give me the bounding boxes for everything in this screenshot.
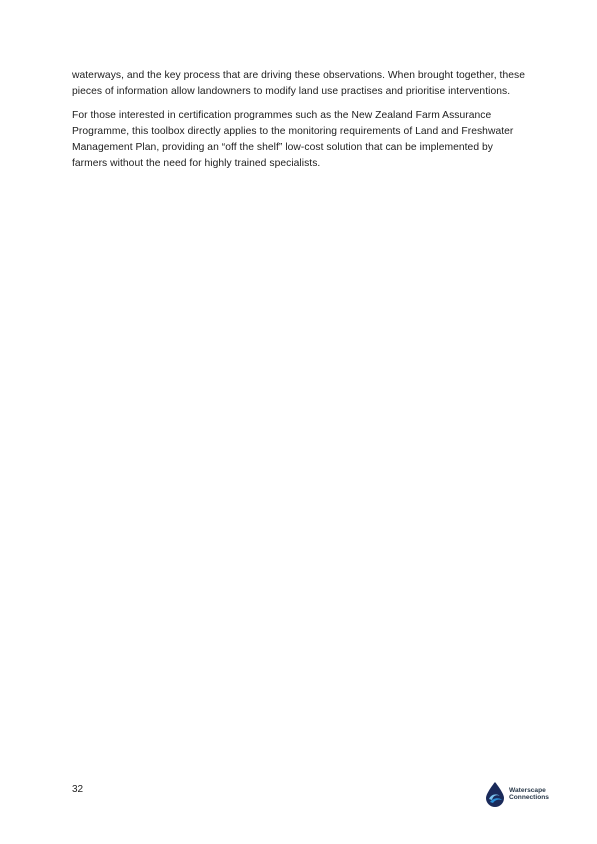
- waterscape-logo: [484, 780, 564, 808]
- water-drop-wave-icon: [484, 781, 506, 807]
- page-number: 32: [72, 784, 84, 795]
- logo-line-2: Connections: [509, 794, 549, 801]
- logo-wordmark: [509, 787, 549, 802]
- paragraph-1: waterways, and the key process that are driving these observations. When brought together, these pieces of information allow landowners to modify land use practises and prioritise interventions.: [72, 70, 525, 97]
- paragraph-2: For those interested in certification programmes such as the New Zealand Farm Assurance Programme, this toolbox directly applies to the monitoring requirements of Land and Freshwater Management Plan, providing an “off the shelf” low-cost solution that can be implemented by farmers without the need for highly trained specialists.: [72, 110, 514, 169]
- body-text: [72, 68, 530, 180]
- logo-line-1: Waterscape: [509, 786, 546, 794]
